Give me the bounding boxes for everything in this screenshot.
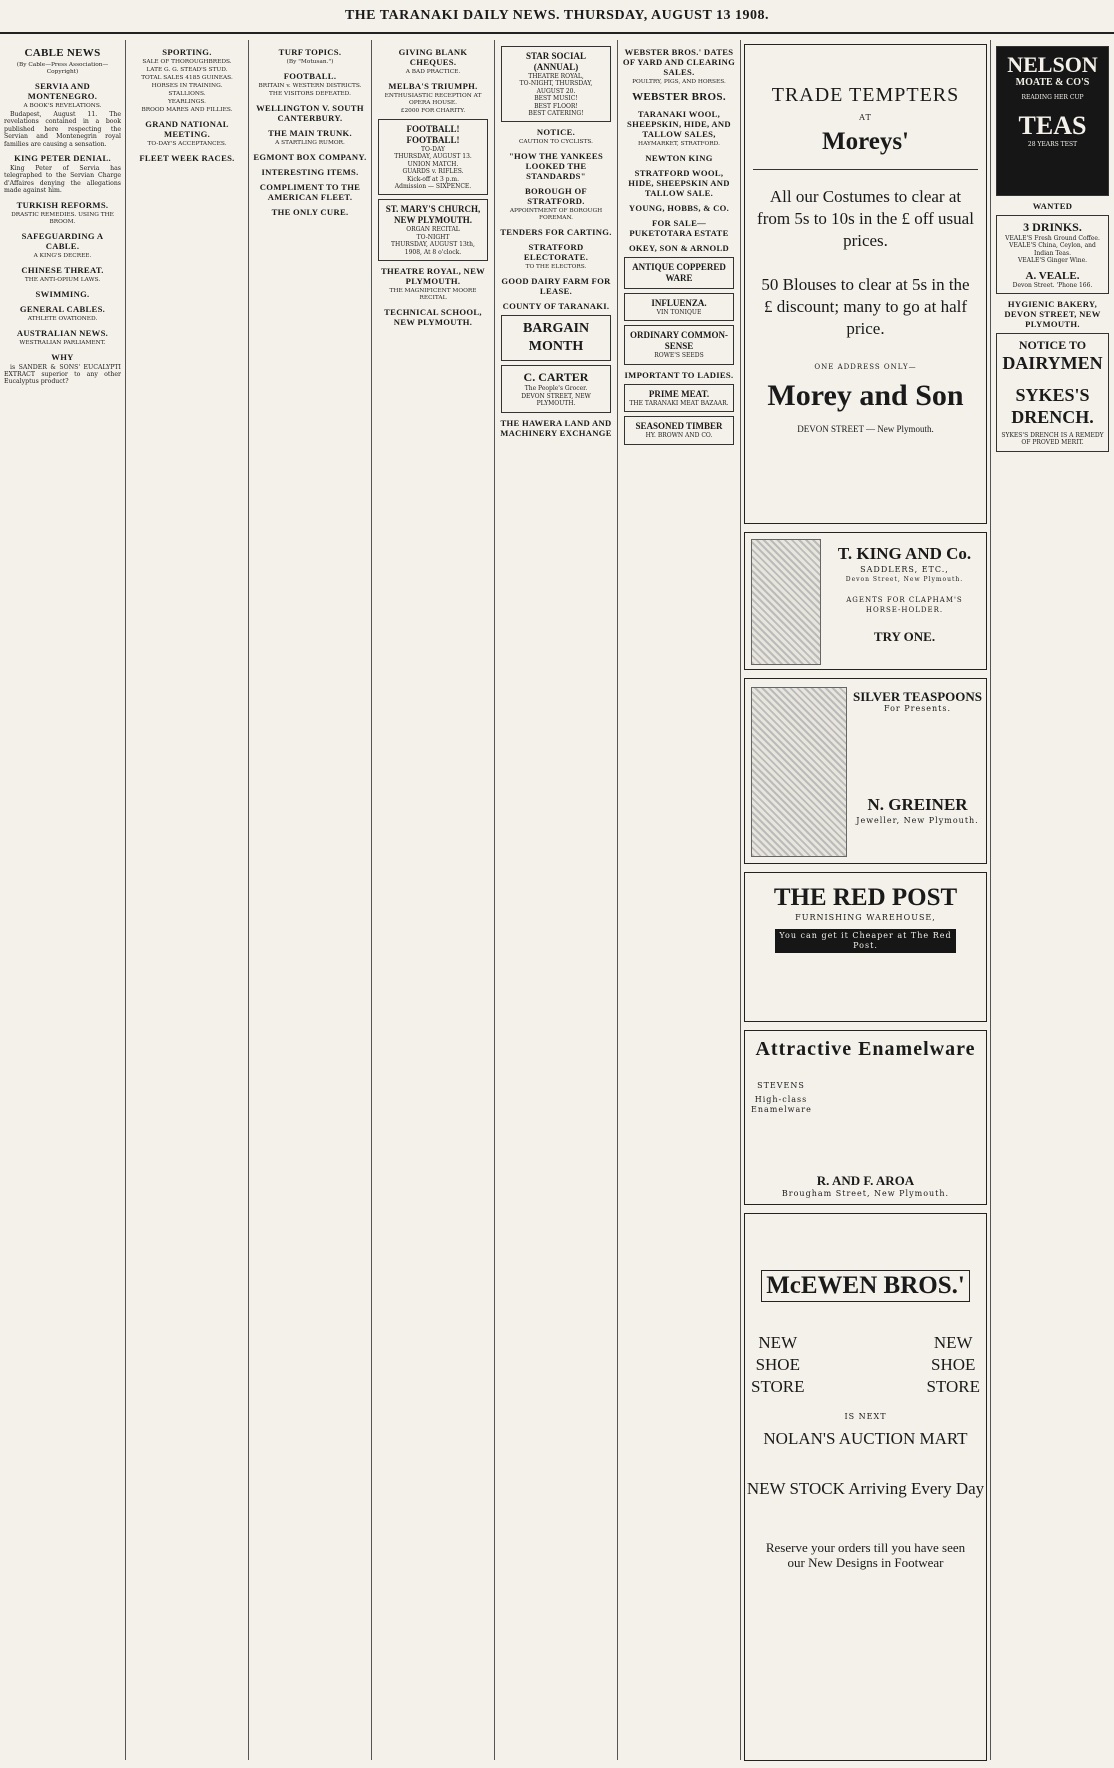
section-sub: A BAD PRACTICE. [405, 69, 461, 75]
section-heading: GENERAL CABLES. [19, 303, 106, 314]
ad-headline: SILVER TEASPOONS [853, 689, 982, 704]
ad-brand: SYKES'S [1015, 385, 1090, 406]
ad-line: SADDLERS, ETC., [860, 565, 949, 574]
ad-col-left [751, 1332, 805, 1398]
bargain-month-ad [501, 315, 611, 361]
mcewen-shoe-store-ad [744, 1213, 987, 1761]
section-heading: TECHNICAL SCHOOL, NEW PLYMOUTH. [384, 307, 482, 328]
ad-line: High-class Enamelware [751, 1095, 812, 1114]
three-drinks-ad [996, 215, 1109, 294]
ad-store-name: A. VEALE. [1025, 269, 1080, 282]
column-sporting [126, 40, 248, 1760]
section-heading: KING PETER DENIAL. [14, 153, 111, 164]
section-heading: TURF TOPICS. [278, 47, 342, 57]
section-heading: THE MAIN TRUNK. [268, 128, 352, 138]
section-sub: YEARLINGS. [167, 99, 207, 105]
column-rule [740, 40, 741, 1760]
section-sub: SALE OF THOROUGHBREDS. [142, 59, 232, 65]
ad-store-name: THE RED POST [773, 884, 958, 911]
section-sub: WESTRALIAN PARLIAMENT. [19, 339, 106, 346]
ad-line: SHOE [931, 1355, 976, 1374]
section-heading: THEATRE ROYAL, NEW PLYMOUTH. [380, 266, 485, 287]
ad-line: THEATRE ROYAL, [528, 73, 584, 80]
section-sub: DRASTIC REMEDIES. USING THE BROOM. [11, 211, 114, 225]
ad-line: BEST CATERING! [528, 110, 584, 118]
ad-col-right [926, 1332, 980, 1398]
column-cable-news [0, 40, 125, 1760]
section-sub: TO-DAY'S ACCEPTANCES. [147, 141, 227, 147]
ad-line: SHOE [755, 1355, 800, 1374]
ad-line: BEST FLOOR! [534, 102, 578, 110]
section-heading: OKEY, SON & ARNOLD [628, 243, 730, 253]
section-sub: THE MAGNIFICENT MOORE RECITAL [389, 288, 477, 302]
ad-title: C. CARTER [523, 370, 589, 385]
ad-line: ONE ADDRESS ONLY— [814, 363, 917, 371]
ad-line: AT [859, 113, 872, 122]
section-heading: MELBA'S TRIUMPH. [388, 81, 478, 91]
ad-title: BARGAIN MONTH [522, 321, 590, 355]
ad-title: SEASONED TIMBER [635, 421, 723, 432]
section-sub: STALLIONS. [168, 91, 206, 97]
section-heading: STRATFORD WOOL, HIDE, SHEEPSKIN AND TALLOW SALE. [628, 168, 730, 198]
section-sub: ATHLETE OVATIONED. [27, 315, 98, 322]
ad-line: TRY ONE. [873, 629, 936, 644]
ad-line: MOATE & CO'S [1015, 77, 1090, 88]
ad-line: STORE [926, 1377, 980, 1396]
section-heading: AUSTRALIAN NEWS. [16, 327, 109, 338]
moreys-trade-tempters-ad [744, 44, 987, 524]
ad-line: IS NEXT [844, 1412, 887, 1421]
ad-line: SYKES'S DRENCH IS A REMEDY OF PROVED MERIT. [1001, 432, 1104, 447]
article-text: is SANDER & SONS' EUCALYPTI EXTRACT superior to any other Eucalyptus product? [4, 363, 121, 386]
section-heading: SAFEGUARDING A CABLE. [21, 230, 104, 251]
ad-line: For Presents. [883, 704, 952, 713]
king-saddlers-ad [744, 532, 987, 670]
common-sense-ad [624, 325, 734, 364]
section-sub: (By "Motusan.") [286, 59, 334, 65]
section-heading: WHY [51, 351, 74, 362]
section-heading: CHINESE THREAT. [21, 264, 104, 275]
ad-line: The People's Grocer. [524, 385, 588, 393]
influenza-ad [624, 293, 734, 321]
ad-title: ORDINARY COMMON-SENSE [629, 330, 729, 352]
ad-headline: DAIRYMEN [1002, 353, 1103, 374]
section-heading: BOROUGH OF STRATFORD. [525, 186, 587, 207]
section-sub: BRITAIN v. WESTERN DISTRICTS. [258, 83, 362, 89]
ad-line: NEW [758, 1333, 798, 1352]
nelson-moate-teas-ad [996, 46, 1109, 196]
ad-line: TO-NIGHT, THURSDAY, AUGUST 20. [519, 80, 593, 95]
section-heading: FLEET WEEK RACES. [139, 153, 235, 163]
section-heading: FOR SALE— PUKETOTARA ESTATE [629, 218, 729, 238]
silver-teaspoons-ad [744, 678, 987, 864]
sykes-drench-ad [996, 333, 1109, 452]
enamelware-ad [744, 1030, 987, 1205]
section-sub: (By Cable—Press Association—Copyright) [16, 62, 109, 75]
section-heading: TARANAKI WOOL, SHEEPSKIN, HIDE, AND TALLOW SALES, [627, 109, 731, 139]
ad-offer-blouses: 50 Blouses to clear at 5s in the £ discount; many to go at half price. [761, 275, 970, 338]
ad-address: Jeweller, New Plymouth. [856, 816, 979, 825]
section-sub: A STARTLING RUMOR. [275, 140, 345, 146]
teaspoon-case-illustration [751, 687, 847, 857]
section-sub: £2000 FOR CHARITY. [400, 108, 466, 114]
star-social-notice [501, 46, 611, 122]
ad-title: ANTIQUE COPPERED WARE [632, 262, 726, 283]
section-heading: SWIMMING. [35, 288, 90, 299]
column-sales [618, 40, 740, 1760]
antique-ware-ad [624, 257, 734, 289]
section-heading: WANTED [1032, 201, 1073, 211]
section-heading: NOTICE. [536, 127, 576, 138]
section-sub: THE ANTI-OPIUM LAWS. [24, 276, 101, 283]
section-heading: GOOD DAIRY FARM FOR LEASE. [501, 276, 611, 297]
ad-brand: DRENCH. [1011, 407, 1094, 428]
masthead-title: THE TARANAKI DAILY NEWS. THURSDAY, AUGUST 13 1908. [344, 8, 770, 23]
section-sub: A KING'S DECREE. [33, 252, 92, 259]
section-heading: STRATFORD ELECTORATE. [523, 242, 589, 263]
ad-location: NOLAN'S AUCTION MART [763, 1429, 968, 1448]
section-heading: SPORTING. [162, 47, 212, 57]
section-heading: GIVING BLANK CHEQUES. [398, 47, 468, 67]
ad-slogan: You can get it Cheaper at The Red Post. [775, 929, 956, 953]
ad-line: ORGAN RECITAL [406, 226, 460, 234]
ad-store-name: N. GREINER [867, 795, 968, 814]
ad-headline: TRADE TEMPTERS [771, 84, 960, 106]
section-heading: TURKISH REFORMS. [16, 199, 109, 210]
horse-holder-illustration [751, 539, 821, 665]
ad-offer-costumes: All our Costumes to clear at from 5s to 10s in the £ off usual prices. [757, 187, 974, 250]
section-heading: SERVIA AND MONTENEGRO. [27, 81, 98, 101]
ad-store-name: Moreys' [821, 128, 909, 155]
ad-address: DEVON STREET — New Plymouth. [797, 424, 934, 434]
section-sub: TOTAL SALES 4185 GUINEAS. [141, 75, 233, 81]
ad-title: PRIME MEAT. [648, 388, 710, 399]
ad-line: THE TARANAKI MEAT BAZAAR. [629, 399, 729, 407]
ad-address: Brougham Street, New Plymouth. [781, 1189, 950, 1198]
section-heading: IMPORTANT TO LADIES. [624, 369, 734, 380]
section-heading: NEWTON KING [645, 153, 713, 163]
section-heading: GRAND NATIONAL MEETING. [145, 119, 229, 139]
ad-line: UNION MATCH. [407, 160, 459, 168]
ad-line: NEW STOCK Arriving Every Day [746, 1479, 985, 1498]
prime-meat-ad [624, 384, 734, 412]
ad-line: Admission — SIXPENCE. [394, 183, 472, 191]
column-turf-football [249, 40, 371, 1760]
masthead [0, 0, 1114, 34]
football-notice [378, 119, 488, 195]
ad-title: INFLUENZA. [651, 298, 707, 308]
ad-line: ROWE'S SEEDS [654, 352, 704, 360]
section-heading: WEBSTER BROS. [632, 91, 726, 103]
column-right-ads [991, 40, 1114, 1760]
ad-address: Devon Street. 'Phone 166. [1012, 281, 1093, 289]
ad-headline: TEAS [1018, 111, 1087, 141]
ad-address: Devon Street, New Plymouth. [845, 576, 964, 583]
seasoned-timber-ad [624, 416, 734, 444]
section-heading: COMPLIMENT TO THE AMERICAN FLEET. [259, 182, 361, 202]
ad-line: Kick-off at 3 p.m. [406, 175, 460, 183]
column-cheques-melba [372, 40, 494, 1760]
article-text: Budapest, August 11. The revelations contained in a book published here respecting the Servian and Montenegrin royal families are causing a sensation. [4, 111, 121, 148]
ad-line: AGENTS FOR CLAPHAM'S HORSE-HOLDER. [846, 596, 963, 614]
section-sub: HORSES IN TRAINING. [151, 83, 223, 89]
section-sub: BROOD MARES AND FILLIES. [141, 107, 233, 113]
ad-line: HY. BROWN AND CO. [645, 432, 713, 440]
section-heading: HYGIENIC BAKERY, DEVON STREET, NEW PLYMOUTH. [1004, 299, 1101, 330]
ad-line: NEW [933, 1333, 973, 1352]
ad-brand: STEVENS [757, 1081, 805, 1090]
ad-store-name: NELSON [1007, 52, 1098, 77]
ad-line: VEALE'S China, Ceylon, and Indian Teas. [1009, 242, 1096, 257]
section-sub: POULTRY, PIGS, AND HORSES. [632, 79, 726, 85]
section-sub: HAYMARKET, STRATFORD. [638, 141, 720, 147]
ad-store-name: Morey and Son [767, 379, 964, 412]
column-notices [495, 40, 617, 1760]
ad-line: STORE [751, 1377, 805, 1396]
ad-title: ST. MARY'S CHURCH, NEW PLYMOUTH. [385, 204, 481, 226]
ad-line: 28 YEARS TEST [1027, 141, 1078, 149]
section-heading: COUNTY OF TARANAKI. [502, 301, 610, 312]
section-sub: ENTHUSIASTIC RECEPTION AT OPERA HOUSE. [384, 93, 482, 106]
section-heading: FOOTBALL. [283, 71, 337, 81]
ad-line: TO-NIGHT [416, 233, 450, 241]
ad-title: STAR SOCIAL (ANNUAL) [525, 51, 587, 72]
section-heading: INTERESTING ITEMS. [261, 167, 359, 177]
section-sub: LATE G. G. STEAD'S STUD. [146, 67, 228, 73]
ad-headline: 3 DRINKS. [1023, 220, 1082, 234]
ad-line: Reserve your orders till you have seen our New Designs in Footwear [765, 1540, 966, 1570]
ad-line: THURSDAY, AUGUST 13th, 1908, At 8 o'clock. [391, 241, 475, 256]
section-heading: EGMONT BOX COMPANY. [253, 152, 367, 162]
ad-line: GUARDS v. RIFLES. [402, 168, 464, 176]
section-heading: "HOW THE YANKEES LOOKED THE STANDARDS" [508, 151, 604, 182]
ad-line: FURNISHING WAREHOUSE, [795, 913, 936, 922]
ad-line: VEALE'S Ginger Wine. [1017, 257, 1088, 265]
section-sub: TO THE ELECTORS. [525, 264, 587, 271]
section-heading: WEBSTER BROS.' DATES OF YARD AND CLEARING SALES. [622, 47, 736, 77]
article-text: King Peter of Servia has telegraphed to the Servian Charge d'Affaires denying the allegations made against him. [4, 165, 121, 195]
ad-store-name: R. AND F. AROA [816, 1173, 915, 1188]
ad-store-name: T. KING AND Co. [837, 544, 972, 563]
section-sub: CAUTION TO CYCLISTS. [519, 139, 593, 146]
section-sub: A BOOK'S REVELATIONS. [23, 103, 102, 109]
section-sub: THE VISITORS DEFEATED. [269, 91, 351, 97]
ad-line: DEVON STREET, NEW PLYMOUTH. [521, 392, 591, 408]
section-heading: THE ONLY CURE. [271, 207, 349, 217]
ad-headline: NOTICE TO [1018, 338, 1087, 353]
section-heading: CABLE NEWS [24, 47, 101, 59]
section-heading: TENDERS FOR CARTING. [500, 227, 612, 238]
ad-headline: Attractive Enamelware [755, 1038, 976, 1060]
ad-title: FOOTBALL! FOOTBALL! [406, 124, 460, 145]
carter-grocer-ad [501, 365, 611, 412]
ad-line: TO-DAY [420, 146, 446, 153]
ad-store-name: McEWEN BROS.' [761, 1270, 970, 1302]
section-sub: APPOINTMENT OF BOROUGH FOREMAN. [509, 208, 603, 222]
ad-line: THURSDAY, AUGUST 13. [394, 153, 472, 161]
red-post-ad [744, 872, 987, 1022]
section-heading: WELLINGTON V. SOUTH CANTERBURY. [256, 103, 364, 123]
ad-line: VEALE'S Fresh Ground Coffee. [1005, 235, 1100, 242]
ad-line: BEST MUSIC! [534, 95, 578, 103]
organ-recital-notice [378, 199, 488, 261]
section-heading: YOUNG, HOBBS, & CO. [628, 203, 730, 213]
ad-line: READING HER CUP [1021, 94, 1084, 101]
section-heading: THE HAWERA LAND AND MACHINERY EXCHANGE [500, 417, 612, 438]
ad-line: VIN TONIQUE [656, 309, 702, 316]
